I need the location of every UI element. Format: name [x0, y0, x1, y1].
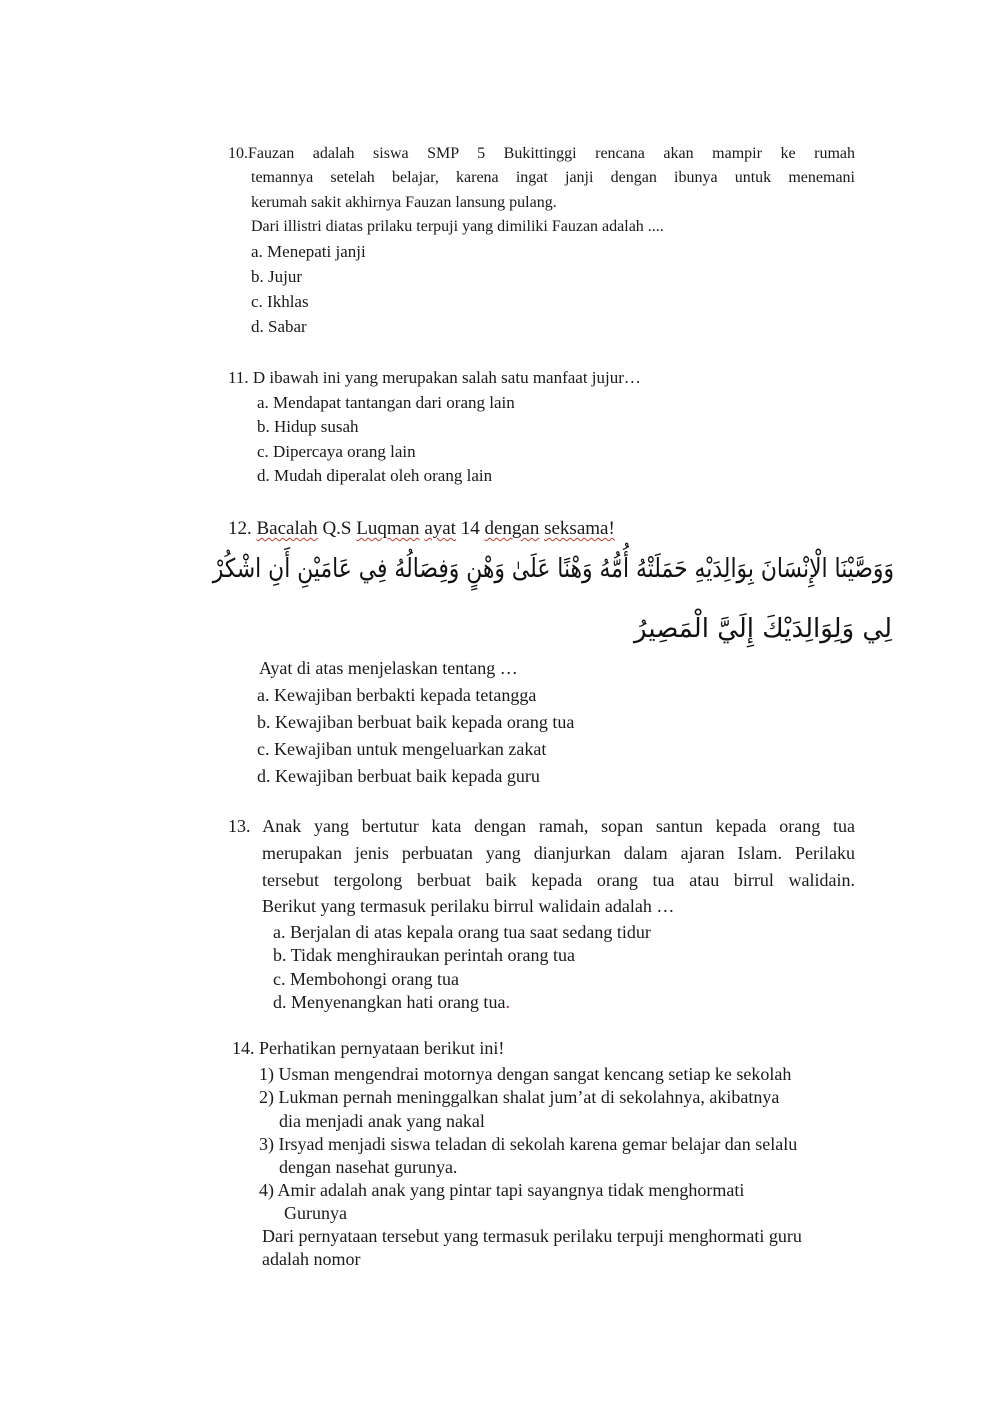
q11-option-d[interactable]: d. Mudah diperalat oleh orang lain [257, 466, 493, 485]
q14-intro: 14. Perhatikan pernyataan berikut ini! [232, 1038, 505, 1058]
q14-question: Dari pernyataan tersebut yang termasuk perilaku terpuji menghormati guru [262, 1226, 802, 1246]
q14-statement-3-cont: dengan nasehat gurunya. [279, 1157, 458, 1177]
q12-word: seksama! [544, 518, 615, 539]
q12-question: Ayat di atas menjelaskan tentang … [259, 658, 518, 678]
q12-option-c[interactable]: c. Kewajiban untuk mengeluarkan zakat [257, 739, 547, 759]
q10-line-2: temannya setelah belajar, karena ingat janji dengan ibunya untuk menemani [251, 169, 855, 186]
q13-line-3: tersebut tergolong berbuat baik kepada orang tua atau birrul walidain. [262, 870, 855, 890]
q14-statement-4-cont: Gurunya [284, 1203, 347, 1223]
q13-line-4: Berikut yang termasuk perilaku birrul walidain adalah … [262, 896, 675, 916]
q12-instruction [228, 519, 615, 538]
q14-statement-2: 2) Lukman pernah meninggalkan shalat jum’at di sekolahnya, akibatnya [259, 1087, 780, 1107]
q10-option-b[interactable]: b. Jujur [251, 267, 302, 286]
q10-option-a[interactable]: a. Menepati janji [251, 242, 366, 261]
q13-option-c[interactable]: c. Membohongi orang tua [273, 969, 459, 989]
q12-word: dengan [484, 518, 540, 539]
q12-word: ayat [424, 518, 456, 539]
q13-line-1: 13. Anak yang bertutur kata dengan ramah, sopan santun kepada orang tua [228, 816, 855, 836]
q14-statement-3: 3) Irsyad menjadi siswa teladan di sekolah karena gemar belajar dan selalu [259, 1134, 798, 1154]
q10-option-d[interactable]: d. Sabar [251, 317, 307, 336]
q12-option-d[interactable]: d. Kewajiban berbuat baik kepada guru [257, 766, 540, 786]
q12-number: 12. [228, 518, 252, 539]
q12-option-b[interactable]: b. Kewajiban berbuat baik kepada orang tua [257, 712, 575, 732]
q12-word: Bacalah [256, 518, 318, 539]
q11-option-b[interactable]: b. Hidup susah [257, 417, 359, 436]
q10-option-c[interactable]: c. Ikhlas [251, 292, 309, 311]
q14-statement-2-cont: dia menjadi anak yang nakal [279, 1111, 485, 1131]
q13-option-a[interactable]: a. Berjalan di atas kepala orang tua saat sedang tidur [273, 922, 651, 942]
q13-option-b[interactable]: b. Tidak menghiraukan perintah orang tua [273, 945, 575, 965]
q12-arabic-verse-line-1: وَوَصَّيْنَا الْإِنْسَانَ بِوَالِدَيْهِ حَمَلَتْهُ أُمُّهُ وَهْنًا عَلَىٰ وَهْنٍ وَفِصَالُهُ فِي عَامَيْنِ أَنِ اشْكُرْ [212, 554, 894, 584]
q12-word: Luqman [356, 518, 420, 539]
q12-word: 14 [460, 518, 480, 539]
q11-option-c[interactable]: c. Dipercaya orang lain [257, 442, 416, 461]
q14-question-cont: adalah nomor [262, 1249, 361, 1269]
q11-question: 11. D ibawah ini yang merupakan salah satu manfaat jujur… [228, 368, 641, 387]
q10-line-1: 10.Fauzan adalah siswa SMP 5 Bukittinggi rencana akan mampir ke rumah [228, 145, 855, 162]
q10-line-3: kerumah sakit akhirnya Fauzan lansung pulang. [251, 194, 557, 211]
q10-question: Dari illistri diatas prilaku terpuji yang dimiliki Fauzan adalah .... [251, 218, 664, 235]
q11-option-a[interactable]: a. Mendapat tantangan dari orang lain [257, 393, 515, 412]
q12-option-a[interactable]: a. Kewajiban berbakti kepada tetangga [257, 685, 537, 705]
q13-line-2: merupakan jenis perbuatan yang dianjurkan dalam ajaran Islam. Perilaku [262, 843, 855, 863]
q14-statement-4: 4) Amir adalah anak yang pintar tapi sayangnya tidak menghormati [259, 1180, 745, 1200]
q14-statement-1: 1) Usman mengendrai motornya dengan sangat kencang setiap ke sekolah [259, 1064, 792, 1084]
q12-word: Q.S [322, 518, 352, 539]
q13-option-d-text: d. Menyenangkan hati orang tua [273, 992, 506, 1012]
q12-arabic-verse-line-2: لِي وَلِوَالِدَيْكَ إِلَيَّ الْمَصِيرُ [634, 614, 892, 644]
q13-option-d[interactable] [273, 993, 510, 1011]
q13-option-d-period: . [505, 992, 510, 1012]
